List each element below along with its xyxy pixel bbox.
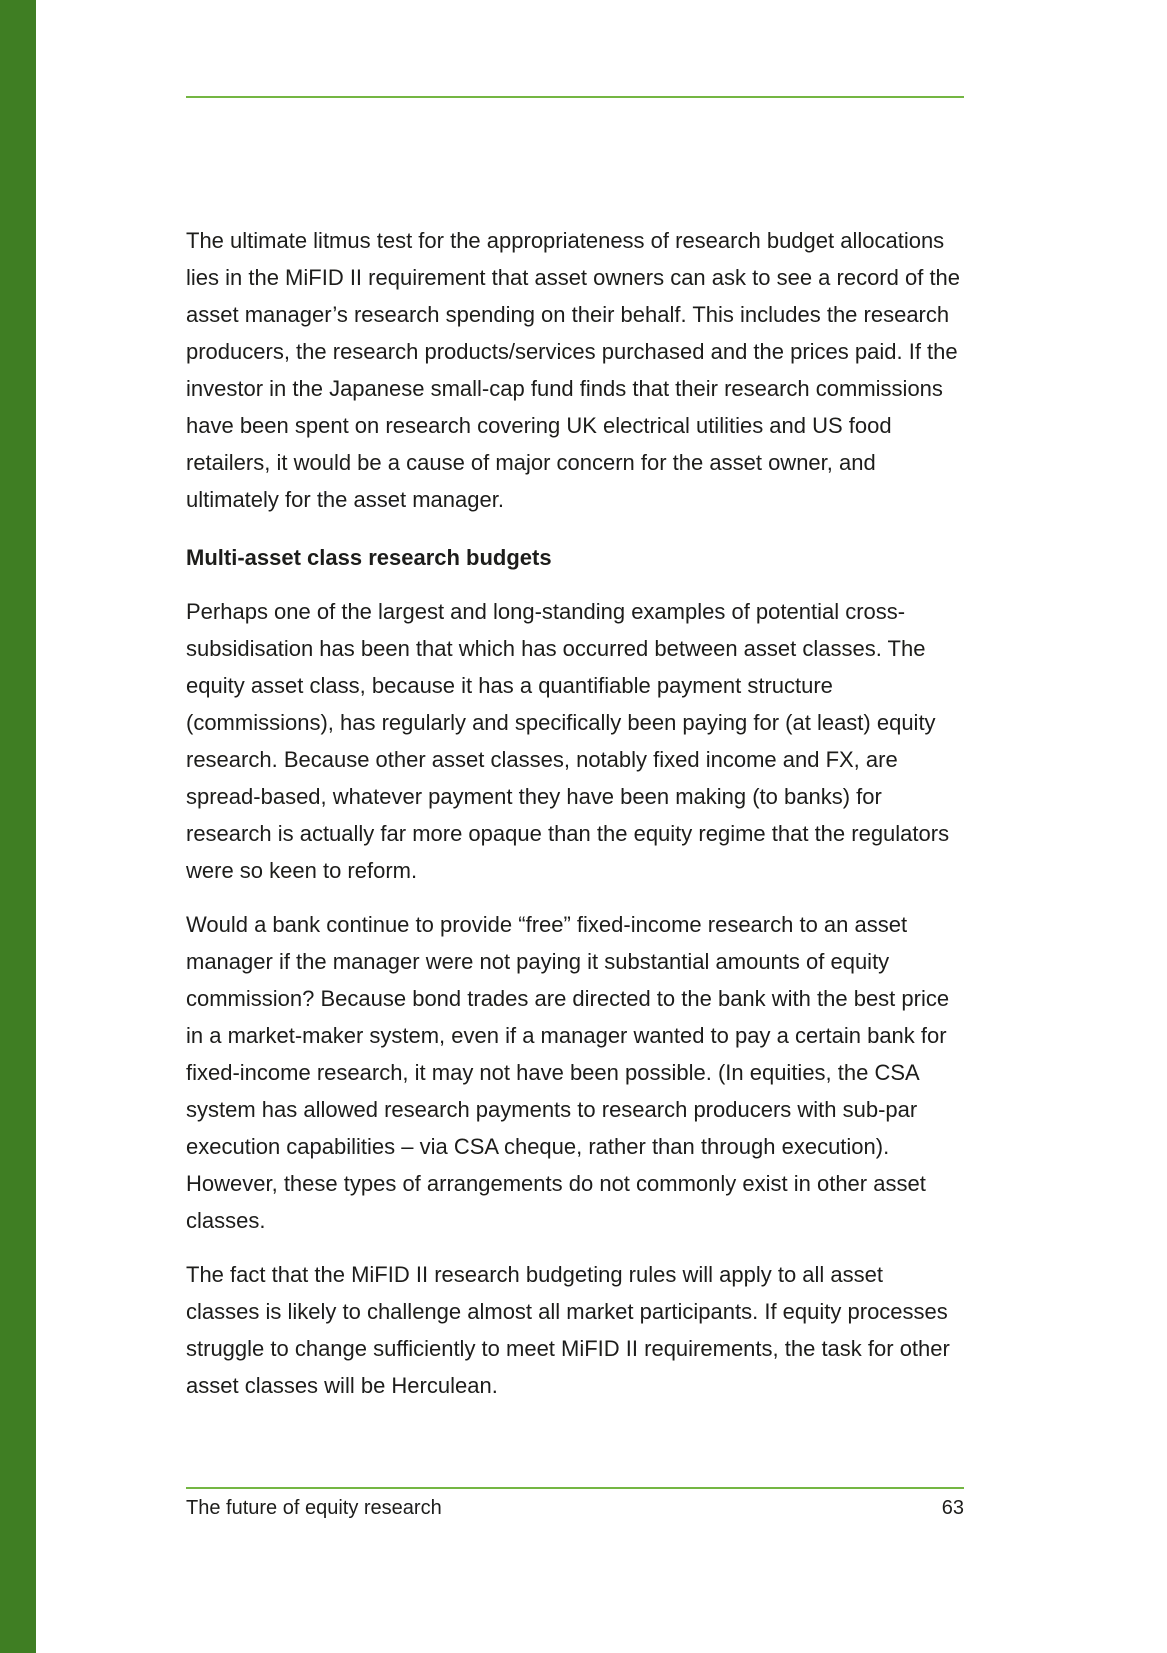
- paragraph: The ultimate litmus test for the appropriateness of research budget allocations lies in the MiFID II requirement that asset owners can ask to see a record of the asset manager’s research spending on their behalf. This includes the research producers, the research products/services purchased and the prices paid. If the investor in the Japanese small-cap fund finds that their research commissions have been spent on research covering UK electrical utilities and US food retailers, it would be a cause of major concern for the asset owner, and ultimately for the asset manager.: [186, 228, 961, 512]
- page-body: [186, 222, 961, 1421]
- page-number: 63: [941, 1497, 964, 1519]
- top-rule: [186, 96, 964, 98]
- section-heading: Multi-asset class research budgets: [186, 545, 552, 570]
- left-accent-bar: [0, 0, 36, 1653]
- paragraph: Would a bank continue to provide “free” fixed-income research to an asset manager if the manager were not paying it substantial amounts of equity commission? Because bond trades are directed to the bank with the best price in a market-maker system, even if a manager wanted to pay a certain bank for fixed-income research, it may not have been possible. (In equities, the CSA system has allowed research payments to research producers with sub-par execution capabilities – via CSA cheque, rather than through execution). However, these types of arrangements do not commonly exist in other asset classes.: [186, 912, 950, 1233]
- footer-rule: [186, 1487, 964, 1489]
- footer-title: The future of equity research: [186, 1497, 442, 1519]
- paragraph: The fact that the MiFID II research budgeting rules will apply to all asset classes is likely to challenge almost all market participants. If equity processes struggle to change sufficiently to meet MiFID II requirements, the task for other asset classes will be Herculean.: [186, 1262, 950, 1398]
- paragraph: Perhaps one of the largest and long-standing examples of potential cross-subsidisation has been that which has occurred between asset classes. The equity asset class, because it has a quantifiable payment structure (commissions), has regularly and specifically been paying for (at least) equity research. Because other asset classes, notably fixed income and FX, are spread-based, whatever payment they have been making (to banks) for research is actually far more opaque than the equity regime that the regulators were so keen to reform.: [186, 599, 950, 883]
- page-footer: [186, 1487, 964, 1520]
